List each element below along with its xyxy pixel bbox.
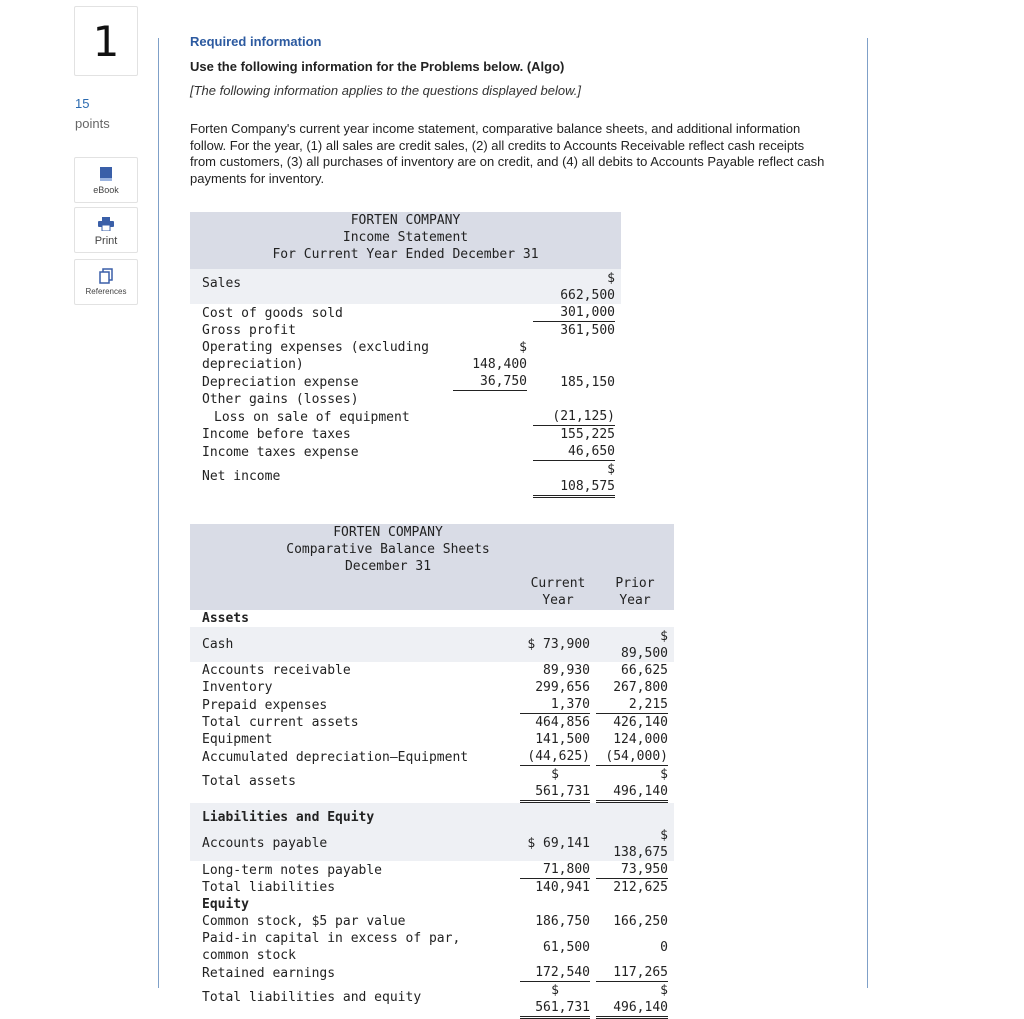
is-title: Income Statement bbox=[190, 229, 621, 246]
table-row bbox=[190, 714, 674, 731]
table-row bbox=[190, 748, 674, 766]
row-label: Inventory bbox=[202, 680, 273, 695]
total-liabilities-prior: 212,625 bbox=[613, 880, 668, 895]
col-current-label: Current bbox=[530, 576, 586, 591]
bs-company: FORTEN COMPANY bbox=[190, 524, 674, 541]
dollar-sign: $ bbox=[551, 767, 559, 782]
dollar-sign: $ bbox=[607, 462, 615, 477]
retained-earnings-current: 172,540 bbox=[520, 964, 590, 982]
balance-sheet-table bbox=[190, 524, 674, 1019]
references-button[interactable] bbox=[74, 259, 138, 305]
opex-value: 148,400 bbox=[472, 357, 527, 372]
liabilities-equity-heading: Liabilities and Equity bbox=[190, 803, 520, 826]
retained-earnings-prior: 117,265 bbox=[596, 964, 668, 982]
bs-title: Comparative Balance Sheets bbox=[190, 541, 674, 558]
is-company: FORTEN COMPANY bbox=[190, 212, 621, 229]
col-prior-year: Year bbox=[619, 593, 651, 608]
row-label: Long-term notes payable bbox=[202, 863, 383, 878]
loss-value: (21,125) bbox=[533, 408, 615, 426]
bs-date: December 31 bbox=[190, 558, 674, 575]
prepaid-current: 1,370 bbox=[520, 696, 590, 714]
table-row bbox=[190, 679, 674, 696]
sales-value: 662,500 bbox=[560, 288, 615, 303]
row-label: Sales bbox=[190, 269, 453, 304]
row-label: Cash bbox=[190, 627, 520, 662]
ibt-value: 155,225 bbox=[560, 427, 615, 442]
inventory-current: 299,656 bbox=[535, 680, 590, 695]
row-label: Operating expenses (excluding bbox=[202, 340, 429, 355]
right-divider bbox=[867, 38, 868, 988]
cash-prior: 89,500 bbox=[621, 646, 668, 661]
row-label: Equipment bbox=[202, 732, 273, 747]
row-label: Net income bbox=[202, 469, 281, 484]
pic-prior: 0 bbox=[660, 939, 668, 955]
equity-heading: Equity bbox=[202, 897, 249, 912]
tca-current: 464,856 bbox=[535, 715, 590, 730]
table-row bbox=[190, 913, 674, 930]
table-row bbox=[190, 896, 674, 913]
income-statement-table bbox=[190, 212, 621, 498]
row-label: Accounts receivable bbox=[202, 663, 351, 678]
table-row bbox=[190, 391, 621, 408]
references-label: References bbox=[85, 287, 127, 296]
table-row bbox=[190, 269, 621, 304]
cogs-value: 301,000 bbox=[533, 304, 615, 322]
row-label: Income before taxes bbox=[202, 427, 351, 442]
row-label: Common stock, $5 par value bbox=[202, 914, 406, 929]
tca-prior: 426,140 bbox=[613, 715, 668, 730]
table-row bbox=[190, 766, 674, 803]
col-current-year: Year bbox=[542, 593, 574, 608]
row-label-cont: depreciation) bbox=[202, 357, 304, 372]
points-value: 15 bbox=[75, 96, 90, 111]
table-row bbox=[190, 443, 621, 461]
row-label: Retained earnings bbox=[202, 966, 336, 981]
row-label: Other gains (losses) bbox=[202, 392, 359, 407]
tax-value: 46,650 bbox=[533, 443, 615, 461]
total-liabilities-current: 140,941 bbox=[535, 880, 590, 895]
table-row bbox=[190, 964, 674, 982]
ap-current: $ 69,141 bbox=[520, 826, 596, 861]
row-label-cont: common stock bbox=[202, 948, 296, 963]
dollar-sign: $ bbox=[519, 340, 527, 355]
row-label: Total liabilities bbox=[202, 880, 336, 895]
row-label: Accumulated depreciation—Equipment bbox=[202, 750, 469, 765]
total-assets-prior: 496,140 bbox=[596, 783, 668, 803]
left-divider bbox=[158, 38, 159, 988]
row-label: Total liabilities and equity bbox=[202, 990, 422, 1005]
table-row bbox=[190, 803, 674, 826]
dollar-sign: $ bbox=[660, 828, 668, 843]
dollar-sign: $ bbox=[607, 271, 615, 286]
equipment-current: 141,500 bbox=[535, 732, 590, 747]
table-row bbox=[190, 461, 621, 498]
dollar-sign: $ bbox=[551, 983, 559, 998]
printer-icon bbox=[98, 216, 114, 232]
references-icon bbox=[99, 268, 113, 284]
table-row bbox=[190, 426, 621, 443]
print-label: Print bbox=[94, 235, 118, 247]
dep-value: 36,750 bbox=[453, 373, 527, 391]
row-label: Loss on sale of equipment bbox=[214, 410, 410, 425]
dollar-sign: $ bbox=[660, 767, 668, 782]
row-label: Total assets bbox=[202, 774, 296, 789]
table-row bbox=[190, 304, 621, 322]
col-prior-label: Prior bbox=[615, 576, 655, 591]
book-icon bbox=[99, 166, 113, 182]
ebook-label: eBook bbox=[93, 185, 119, 195]
table-row bbox=[190, 610, 674, 627]
is-period: For Current Year Ended December 31 bbox=[190, 246, 621, 269]
assets-heading: Assets bbox=[202, 611, 249, 626]
table-row bbox=[190, 627, 674, 662]
dollar-sign: $ bbox=[660, 629, 668, 644]
table-row bbox=[190, 879, 674, 896]
table-row bbox=[190, 930, 674, 964]
question-number: 1 bbox=[74, 6, 138, 76]
total-expenses-value: 185,150 bbox=[560, 375, 615, 390]
dollar-sign: $ bbox=[660, 983, 668, 998]
common-stock-current: 186,750 bbox=[535, 914, 590, 929]
table-row bbox=[190, 826, 674, 861]
points-label: points bbox=[75, 116, 110, 131]
common-stock-prior: 166,250 bbox=[613, 914, 668, 929]
equipment-prior: 124,000 bbox=[613, 732, 668, 747]
ltnp-current: 71,800 bbox=[520, 861, 590, 879]
row-label: Total current assets bbox=[202, 715, 359, 730]
total-le-current: 561,731 bbox=[520, 999, 590, 1019]
ltnp-prior: 73,950 bbox=[596, 861, 668, 879]
ap-prior: 138,675 bbox=[613, 845, 668, 860]
prepaid-prior: 2,215 bbox=[596, 696, 668, 714]
accum-dep-current: (44,625) bbox=[520, 748, 590, 766]
row-label: Depreciation expense bbox=[202, 375, 359, 390]
row-label: Cost of goods sold bbox=[202, 306, 343, 321]
table-row bbox=[190, 731, 674, 748]
table-row bbox=[190, 662, 674, 679]
table-row bbox=[190, 408, 621, 426]
print-button[interactable] bbox=[74, 207, 138, 253]
accum-dep-prior: (54,000) bbox=[596, 748, 668, 766]
table-row bbox=[190, 373, 621, 391]
pic-current: 61,500 bbox=[543, 939, 590, 955]
table-row bbox=[190, 861, 674, 879]
row-label: Prepaid expenses bbox=[202, 698, 328, 713]
ar-prior: 66,625 bbox=[621, 663, 668, 678]
row-label: Accounts payable bbox=[190, 826, 520, 861]
ar-current: 89,930 bbox=[543, 663, 590, 678]
net-income-value: 108,575 bbox=[533, 478, 615, 498]
question-content bbox=[190, 34, 830, 1019]
ebook-button[interactable] bbox=[74, 157, 138, 203]
row-label: Paid-in capital in excess of par, bbox=[202, 931, 461, 946]
use-info-heading: Use the following information for the Problems below. (Algo) bbox=[190, 59, 565, 74]
total-assets-current: 561,731 bbox=[520, 783, 590, 803]
inventory-prior: 267,800 bbox=[613, 680, 668, 695]
total-le-prior: 496,140 bbox=[596, 999, 668, 1019]
table-row bbox=[190, 696, 674, 714]
gross-profit-value: 361,500 bbox=[560, 323, 615, 338]
row-label: Gross profit bbox=[202, 323, 296, 338]
table-row bbox=[190, 322, 621, 339]
applies-note: [The following information applies to the questions displayed below.] bbox=[190, 83, 581, 98]
table-row bbox=[190, 339, 621, 373]
cash-current: $ 73,900 bbox=[520, 627, 596, 662]
problem-paragraph: Forten Company's current year income statement, comparative balance sheets, and additional information follow. For the year, (1) all sales are credit sales, (2) all credits to Accounts Receivable reflect cash receipts from customers, (3) all purchases of inventory are on credit, and (4) all debits to Accounts Payable reflect cash payments for inventory. bbox=[190, 121, 825, 186]
row-label: Income taxes expense bbox=[202, 445, 359, 460]
required-info-title: Required information bbox=[190, 34, 322, 49]
